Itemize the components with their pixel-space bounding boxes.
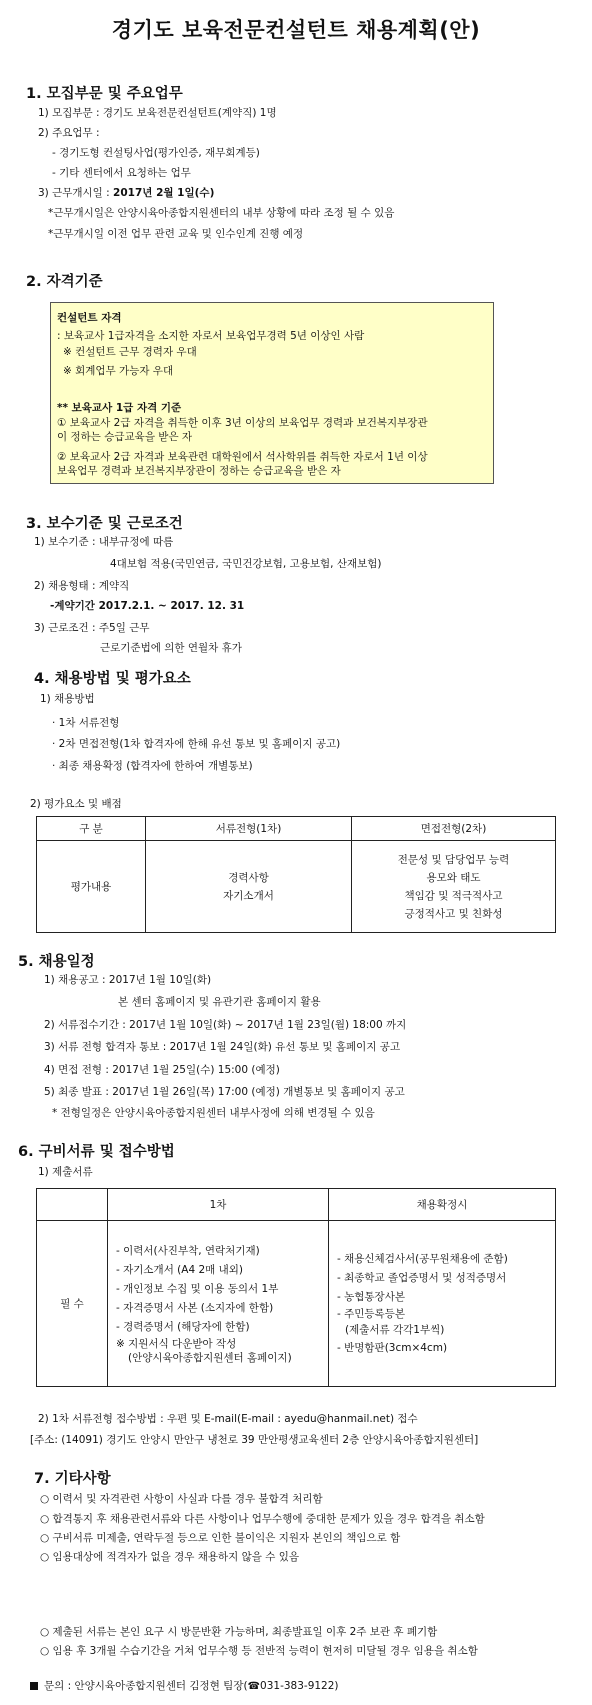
schedule-item: 1) 채용공고 : 2017년 1월 10일(화) <box>44 974 212 986</box>
misc-item: ○ 임용대상에 적격자가 없을 경우 채용하지 않을 수 있음 <box>40 1551 300 1563</box>
final-stage-docs: - 채용신체검사서(공무원채용에 준함) - 최종학교 졸업증명서 및 성적증명서 - 농협통장사본 - 주민등록등본 (제출서류 각각1부씩) - 반명함판(3cm×4cm) <box>329 1221 556 1387</box>
work-condition-line: 3) 근로조건 : 주5일 근무 <box>34 622 150 634</box>
table-header: 1차 <box>108 1189 329 1221</box>
qualification-box <box>50 302 494 484</box>
page-title: 경기도 보육전문컨설턴트 채용계획(안) <box>111 18 481 42</box>
doc-criteria: 경력사항 자기소개서 <box>146 841 352 933</box>
section-4-heading: 4. 채용방법 및 평가요소 <box>34 671 191 687</box>
section-5-heading: 5. 채용일정 <box>18 954 95 970</box>
box-line: 이 정하는 승급교육을 받은 자 <box>57 431 193 443</box>
table-header: 서류전형(1차) <box>146 817 352 841</box>
misc-item: ○ 합격통지 후 채용관련서류와 다른 사항이나 업무수행에 중대한 문제가 있을 경우 합격을 취소함 <box>40 1513 485 1525</box>
evaluation-table <box>36 816 556 933</box>
table-header: 면접전형(2차) <box>352 817 556 841</box>
recruit-field-line: 1) 모집부문 : 경기도 보육전문컨설턴트(계약직) 1명 <box>38 107 277 119</box>
row-label: 필 수 <box>37 1221 108 1387</box>
schedule-item: 3) 서류 전형 합격자 통보 : 2017년 1월 24일(화) 유선 통보 및 홈페이지 공고 <box>44 1041 401 1053</box>
insurance-line: 4대보험 적용(국민연금, 국민건강보험, 고용보험, 산재보험) <box>110 558 382 570</box>
misc-item: ○ 제출된 서류는 본인 요구 시 방문반환 가능하며, 최종발표일 이후 2주 보관 후 폐기함 <box>40 1626 438 1638</box>
start-date: 2017년 2월 1일(수) <box>113 187 215 199</box>
box-line: 보육업무 경력과 보건복지부장관이 정하는 승급교육을 받은 자 <box>57 465 341 477</box>
table-header: 채용확정시 <box>329 1189 556 1221</box>
box-title: 컨설턴트 자격 <box>57 312 122 324</box>
start-date-note: *근무개시일은 안양시육아종합지원센터의 내부 상황에 따라 조정 될 수 있음 <box>48 207 395 219</box>
misc-item: ○ 임용 후 3개월 수습기간을 거쳐 업무수행 등 전반적 능력이 현저히 미달될 경우 임용을 취소함 <box>40 1645 478 1657</box>
table-header: 구 분 <box>37 817 146 841</box>
evaluation-line: 2) 평가요소 및 배점 <box>30 798 122 810</box>
pay-line: 1) 보수기준 : 내부규정에 따름 <box>34 536 174 548</box>
method-item: · 1차 서류전형 <box>52 717 120 729</box>
box-line: ① 보육교사 2급 자격을 취득한 이후 3년 이상의 보육업무 경력과 보건복지부장관 <box>57 417 428 429</box>
misc-item: ○ 이력서 및 자격관련 사항이 사실과 다를 경우 불합격 처리함 <box>40 1493 323 1505</box>
schedule-item: 2) 서류접수기간 : 2017년 1월 10일(화) ~ 2017년 1월 23일(월) 18:00 까지 <box>44 1019 407 1031</box>
submission-method: 2) 1차 서류전형 접수방법 : 우편 및 E-mail(E-mail : ayedu@hanmail.net) 접수 <box>38 1413 418 1425</box>
box-subtitle: ** 보육교사 1급 자격 기준 <box>57 402 182 414</box>
row-label: 평가내용 <box>37 841 146 933</box>
schedule-item: 5) 최종 발표 : 2017년 1월 26일(목) 17:00 (예정) 개별통보 및 홈페이지 공고 <box>44 1086 405 1098</box>
box-line: ※ 회계업무 가능자 우대 <box>63 365 174 377</box>
schedule-item: 4) 면접 전형 : 2017년 1월 25일(수) 15:00 (예정) <box>44 1064 280 1076</box>
contact-line: 문의 : 안양시육아종합지원센터 김정현 팀장(☎031-383-9122) <box>30 1679 339 1694</box>
section-2-heading: 2. 자격기준 <box>26 274 103 290</box>
misc-item: ○ 구비서류 미제출, 연락두절 등으로 인한 불이익은 지원자 본인의 책임으로 함 <box>40 1532 401 1544</box>
box-line: : 보육교사 1급자격을 소지한 자로서 보육업무경력 5년 이상인 사람 <box>57 330 365 342</box>
employment-type-line: 2) 채용형태 : 계약직 <box>34 580 130 592</box>
documents-table <box>36 1188 556 1387</box>
method-item: · 최종 채용확정 (합격자에 한하여 개별통보) <box>52 760 253 772</box>
start-date-note: *근무개시일 이전 업무 관련 교육 및 인수인계 진행 예정 <box>48 228 304 240</box>
start-date-line: 3) 근무개시일 : 2017년 2월 1일(수) <box>38 187 215 199</box>
duty-item: - 기타 센터에서 요청하는 업무 <box>52 167 191 179</box>
contract-period: -계약기간 2017.2.1. ~ 2017. 12. 31 <box>50 600 245 612</box>
work-condition-line: 근로기준법에 의한 연월차 휴가 <box>100 642 242 654</box>
section-1-heading: 1. 모집부문 및 주요업무 <box>26 86 183 102</box>
box-line: ② 보육교사 2급 자격과 보육관련 대학원에서 석사학위를 취득한 자로서 1년 이상 <box>57 451 428 463</box>
main-duty-line: 2) 주요업무 : <box>38 127 100 139</box>
schedule-item: 본 센터 홈페이지 및 유관기관 홈페이지 활용 <box>118 996 321 1008</box>
square-bullet-icon <box>30 1682 38 1690</box>
box-line: ※ 컨설턴트 근무 경력자 우대 <box>63 346 197 358</box>
interview-criteria: 전문성 및 담당업무 능력 용모와 태도 책임감 및 적극적사고 긍정적사고 및 친화성 <box>352 841 556 933</box>
section-3-heading: 3. 보수기준 및 근로조건 <box>26 516 183 532</box>
first-stage-docs: - 이력서(사진부착, 연락처기재) - 자기소개서 (A4 2매 내외) - 개인정보 수집 및 이용 동의서 1부 - 자격증명서 사본 (소지자에 한함) - 경력증명서 (해당자에 한함) ※ 지원서식 다운받아 작성 (안양시육아종합지원센터 홈페이지) <box>108 1221 329 1387</box>
section-7-heading: 7. 기타사항 <box>34 1471 111 1487</box>
section-6-heading: 6. 구비서류 및 접수방법 <box>18 1144 175 1160</box>
method-item: · 2차 면접전형(1차 합격자에 한해 유선 통보 및 홈페이지 공고) <box>52 738 341 750</box>
schedule-note: * 전형일정은 안양시육아종합지원센터 내부사정에 의해 변경될 수 있음 <box>52 1107 375 1119</box>
method-line: 1) 채용방법 <box>40 693 95 705</box>
submission-address: [주소: (14091) 경기도 안양시 만안구 냉천로 39 만안평생교육센터 2층 안양시육아종합지원센터] <box>30 1434 479 1446</box>
duty-item: - 경기도형 컨설팅사업(평가인증, 재무회계등) <box>52 147 260 159</box>
documents-line: 1) 제출서류 <box>38 1166 93 1178</box>
phone-icon: ☎ <box>247 1681 261 1692</box>
